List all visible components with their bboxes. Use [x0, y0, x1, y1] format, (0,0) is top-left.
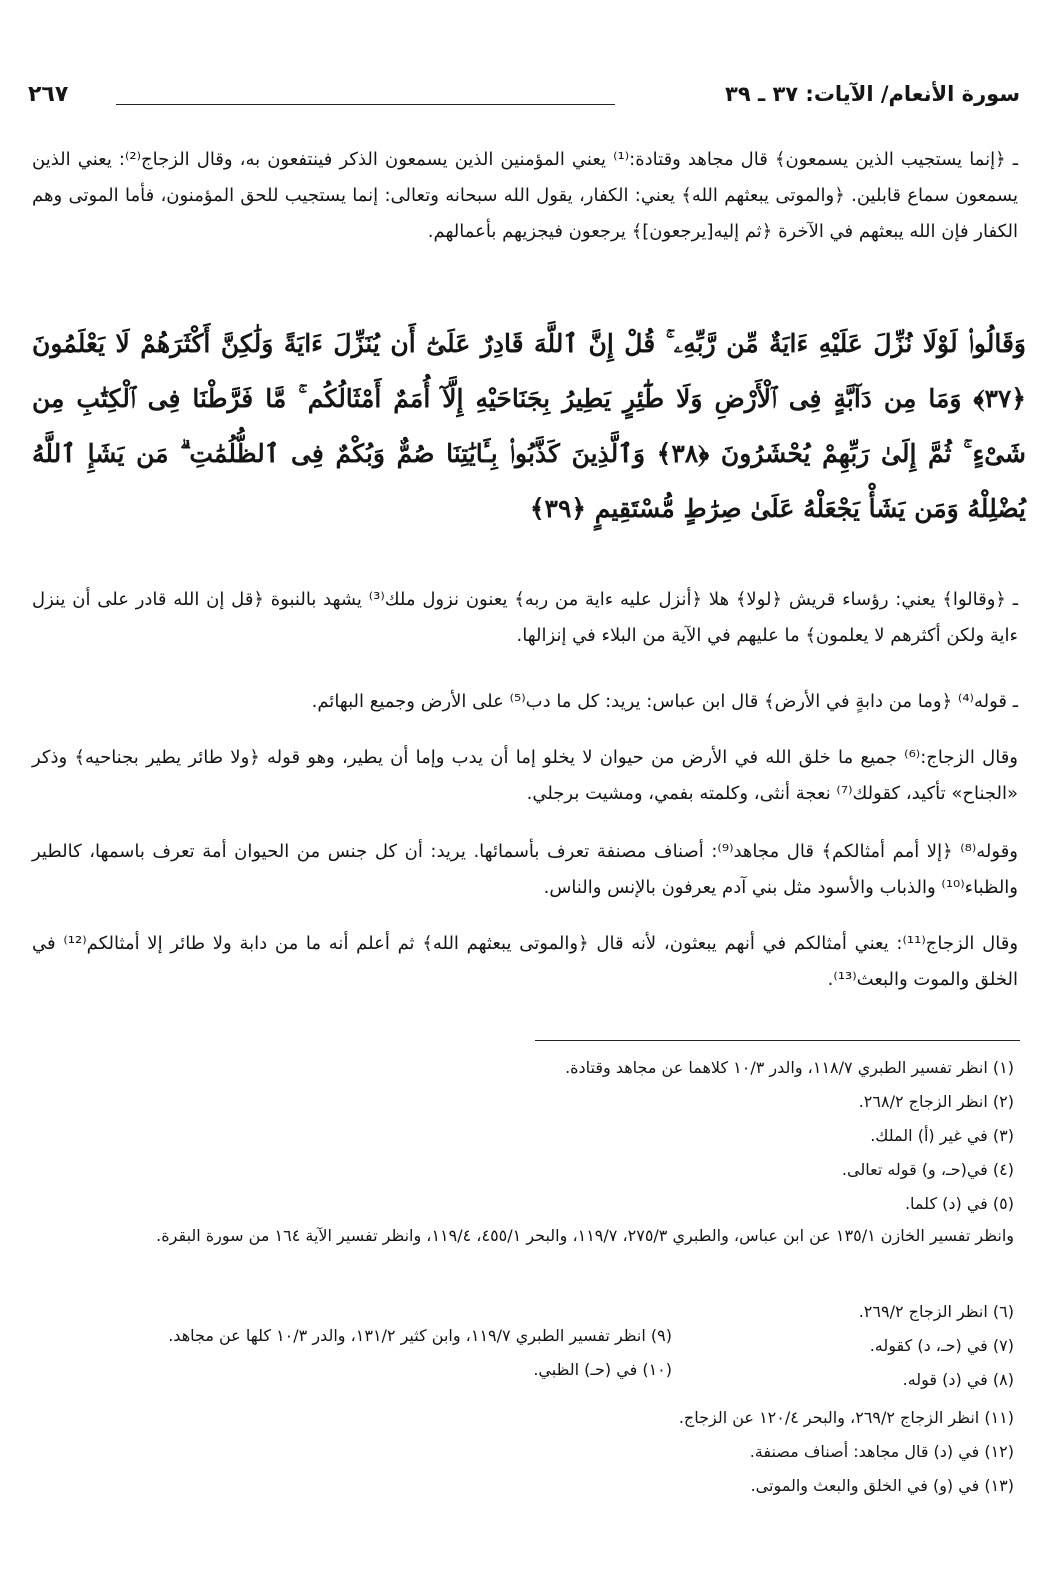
- footnote-continuation: وانظر تفسير الخازن ١٣٥/١ عن ابن عباس، والطبري ٢٧٥/٣، ١١٩/٧، والبحر ٤٥٥/١، ١١٩/٤، وانظر تفسير الآية ١٦٤ من سورة البقرة.: [156, 1226, 1014, 1245]
- header-rule: [116, 104, 615, 105]
- footnote: (٢) انظر الزجاج ٢٦٨/٢.: [858, 1092, 1014, 1111]
- footnote: (٦) انظر الزجاج ٢٦٩/٢.: [858, 1302, 1014, 1321]
- footnote: (٣) في غير (أ) الملك.: [870, 1126, 1014, 1145]
- footnote-rule: [535, 1040, 1020, 1041]
- commentary-paragraph: وقوله⁽⁸⁾ ﴿إلا أمم أمثالكم﴾ قال مجاهد⁽⁹⁾: أصناف مصنفة تعرف بأسمائها. يريد: أن كل جنس من الحيوان أمة تعرف باسمها، كالطير والظباء⁽¹⁰⁾ والذباب والأسود مثل بني آدم يعرفون بالإنس والناس.: [32, 841, 1018, 898]
- running-title: سورة الأنعام/ الآيات: ٣٧ ـ ٣٩: [725, 82, 1020, 106]
- footnote: (١) انظر تفسير الطبري ١١٨/٧، والدر ١٠/٣ كلاهما عن مجاهد وقتادة.: [565, 1058, 1014, 1077]
- quran-verses: وَقَالُوا۟ لَوْلَا نُزِّلَ عَلَيْهِ ءَايَةٌ مِّن رَّبِّهِۦ ۚ قُلْ إِنَّ ٱللَّهَ قَادِرٌ عَلَىٰٓ أَن يُنَزِّلَ ءَايَةً وَلَٰكِنَّ أَكْثَرَهُمْ لَا يَعْلَمُونَ ﴿٣٧﴾ وَمَا مِن دَآبَّةٍ فِى ٱلْأَرْضِ وَلَا طَٰٓئِرٍ يَطِيرُ بِجَنَاحَيْهِ إِلَّآ أُمَمٌ أَمْثَالُكُم ۚ مَّا فَرَّطْنَا فِى ٱلْكِتَٰبِ مِن شَىْءٍ ۚ ثُمَّ إِلَىٰ رَبِّهِمْ يُحْشَرُونَ ﴿٣٨﴾ وَٱلَّذِينَ كَذَّبُوا۟ بِـَٔايَٰتِنَا صُمٌّ وَبُكْمٌ فِى ٱلظُّلُمَٰتِ ۗ مَن يَشَإِ ٱللَّهُ يُضْلِلْهُ وَمَن يَشَأْ يَجْعَلْهُ عَلَىٰ صِرَٰطٍ مُّسْتَقِيمٍ ﴿٣٩﴾: [32, 329, 1026, 523]
- commentary-paragraph: ـ قوله⁽⁴⁾ ﴿وما من دابةٍ في الأرض﴾ قال ابن عباس: يريد: كل ما دب⁽⁵⁾ على الأرض وجميع البهائم.: [311, 691, 1018, 712]
- footnote: (٥) في (د) كلما.: [904, 1194, 1014, 1213]
- footnote: (٤) في(حـ، و) قوله تعالى.: [841, 1160, 1014, 1179]
- footnote: (١١) انظر الزجاج ٢٦٩/٢، والبحر ١٢٠/٤ عن الزجاج.: [678, 1408, 1014, 1427]
- commentary-paragraph: وقال الزجاج⁽¹¹⁾: يعني أمثالكم في أنهم يبعثون، لأنه قال ﴿والموتى يبعثهم الله﴾ ثم أعلم أنه ما من دابة ولا طائر إلا أمثالكم⁽¹²⁾ في الخلق والموت والبعث⁽¹³⁾.: [32, 933, 1019, 990]
- commentary-paragraph-top: ـ ﴿إنما يستجيب الذين يسمعون﴾ قال مجاهد وقتادة:⁽¹⁾ يعني المؤمنين الذين يسمعون الذكر فينتفعون به، وقال الزجاج⁽²⁾: يعني الذين يسمعون سماع قابلين. ﴿والموتى يبعثهم الله﴾ يعني: الكفار، يقول الله سبحانه وتعالى: إنما يستجيب للحق المؤمنون، فأما الموتى وهم الكفار فإن الله يبعثهم في الآخرة ﴿ثم إليه[يرجعون]﴾ يرجعون فيجزيهم بأعمالهم.: [32, 149, 1018, 242]
- page-number: ٢٦٧: [28, 82, 69, 107]
- footnote: (١٠) في (حـ) الظبي.: [533, 1360, 672, 1379]
- page-header: [28, 82, 1020, 116]
- footnote: (٧) في (حـ، د) كقوله.: [869, 1336, 1014, 1355]
- commentary-paragraph: ـ ﴿وقالوا﴾ يعني: رؤساء قريش ﴿لولا﴾ هلا ﴿أنزل عليه ءاية من ربه﴾ يعنون نزول ملك⁽³⁾ يشهد بالنبوة ﴿قل إن الله قادر على أن ينزل ءاية ولكن أكثرهم لا يعلمون﴾ ما عليهم في الآية من البلاء في إنزالها.: [32, 589, 1018, 646]
- footnote: (١٣) في (و) في الخلق والبعث والموتى.: [750, 1476, 1014, 1495]
- commentary-paragraph: وقال الزجاج:⁽⁶⁾ جميع ما خلق الله في الأرض من حيوان لا يخلو إما أن يدب وإما أن يطير، وهو قوله ﴿ولا طائر يطير بجناحيه﴾ وذكر «الجناح» تأكيد، كقولك⁽⁷⁾ نعجة أنثى، وكلمته بفمي، ومشيت برجلي.: [32, 747, 1018, 804]
- footnote: (٩) انظر تفسير الطبري ١١٩/٧، وابن كثير ١٣١/٢، والدر ١٠/٣ كلها عن مجاهد.: [168, 1326, 672, 1345]
- footnote: (٨) في (د) قوله.: [902, 1370, 1014, 1389]
- footnote: (١٢) في (د) قال مجاهد: أصناف مصنفة.: [749, 1442, 1014, 1461]
